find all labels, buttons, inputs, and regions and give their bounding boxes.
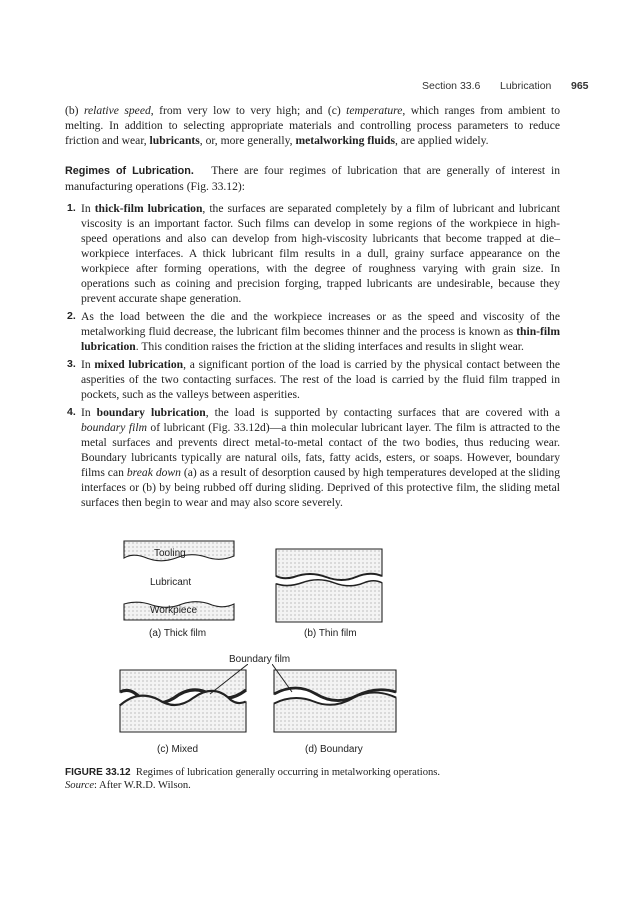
diagram-mixed	[118, 664, 248, 736]
diagram-thin-film	[274, 546, 384, 624]
figure-number: FIGURE 33.12	[65, 767, 131, 778]
intro-paragraph: (b) relative speed, from very low to very high; and (c) temperature, which ranges from ambient to melting. In addition to selecting appropriate materials and controlling process parameters to reduce friction and wear, lubricants, or, more generally, metalworking fluids, are applied widely.	[65, 104, 560, 147]
regimes-paragraph: Regimes of Lubrication. There are four regimes of lubrication that are generally of interest in manufacturing operations (Fig. 33.12):	[65, 164, 561, 193]
regimes-list	[65, 201, 560, 513]
page-number: 965	[571, 80, 589, 92]
workpiece-label: Workpiece	[150, 605, 198, 616]
section-number: Section 33.6	[422, 80, 481, 92]
caption-c: (c) Mixed	[157, 744, 199, 755]
running-header	[0, 80, 636, 96]
section-topic: Lubrication	[500, 80, 552, 92]
regimes-heading: Regimes of Lubrication.	[65, 165, 194, 177]
list-item: 4. In boundary lubrication, the load is supported by contacting surfaces that are covered with a boundary film of lubricant (Fig. 33.12d)—a thin molecular lubricant layer. The film is attracted to the metal surfaces and prevents direct metal-to-metal contact of the two bodies, thus reducing wear. Boundary lubricants typically are natural oils, fats, fatty acids, esters, or soaps. However, boundary films can break down (a) as a result of desorption caused by high temperatures developed at the sliding interfaces or (b) by being rubbed off during sliding. Deprived of this protective film, the sliding metal surfaces then begin to wear and may also score severely.	[67, 406, 561, 509]
diagram-boundary	[272, 664, 398, 736]
figure-caption: FIGURE 33.12 Regimes of lubrication generally occurring in metalworking operations. Source: After W.R.D. Wilson.	[65, 767, 441, 791]
list-item: 3. In mixed lubrication, a significant portion of the load is carried by the physical contact between the asperities of the two contacting surfaces. The rest of the load is carried by the fluid film trapped in pockets, such as the valleys between asperities.	[67, 358, 561, 401]
caption-b: (b) Thin film	[304, 628, 357, 639]
caption-a: (a) Thick film	[149, 628, 207, 639]
caption-d: (d) Boundary	[305, 744, 363, 755]
boundary-film-label: Boundary film	[229, 654, 291, 665]
list-item: 1. In thick-film lubrication, the surfaces are separated completely by a film of lubricant and lubricant viscosity is an important factor. Such films can develop in some regions of the workpiece in high-speed operations and also can develop from high-viscosity lubricants that become trapped at die–workpiece interfaces. A thick lubricant film results in a dull, grainy surface appearance on the workpiece after forming operations, with the degree of roughness varying with grain size. In operations such as coining and precision forging, trapped lubricants are undesirable, because they prevent accurate shape generation.	[67, 202, 560, 305]
tooling-label: Tooling	[154, 548, 186, 559]
list-item: 2. As the load between the die and the workpiece increases or as the speed and viscosity of the metalworking fluid decrease, the lubricant film becomes thinner and the process is known as thin-film lubrication. This condition raises the friction at the sliding interfaces and results in slight wear.	[67, 310, 560, 353]
lubricant-label: Lubricant	[150, 577, 192, 588]
